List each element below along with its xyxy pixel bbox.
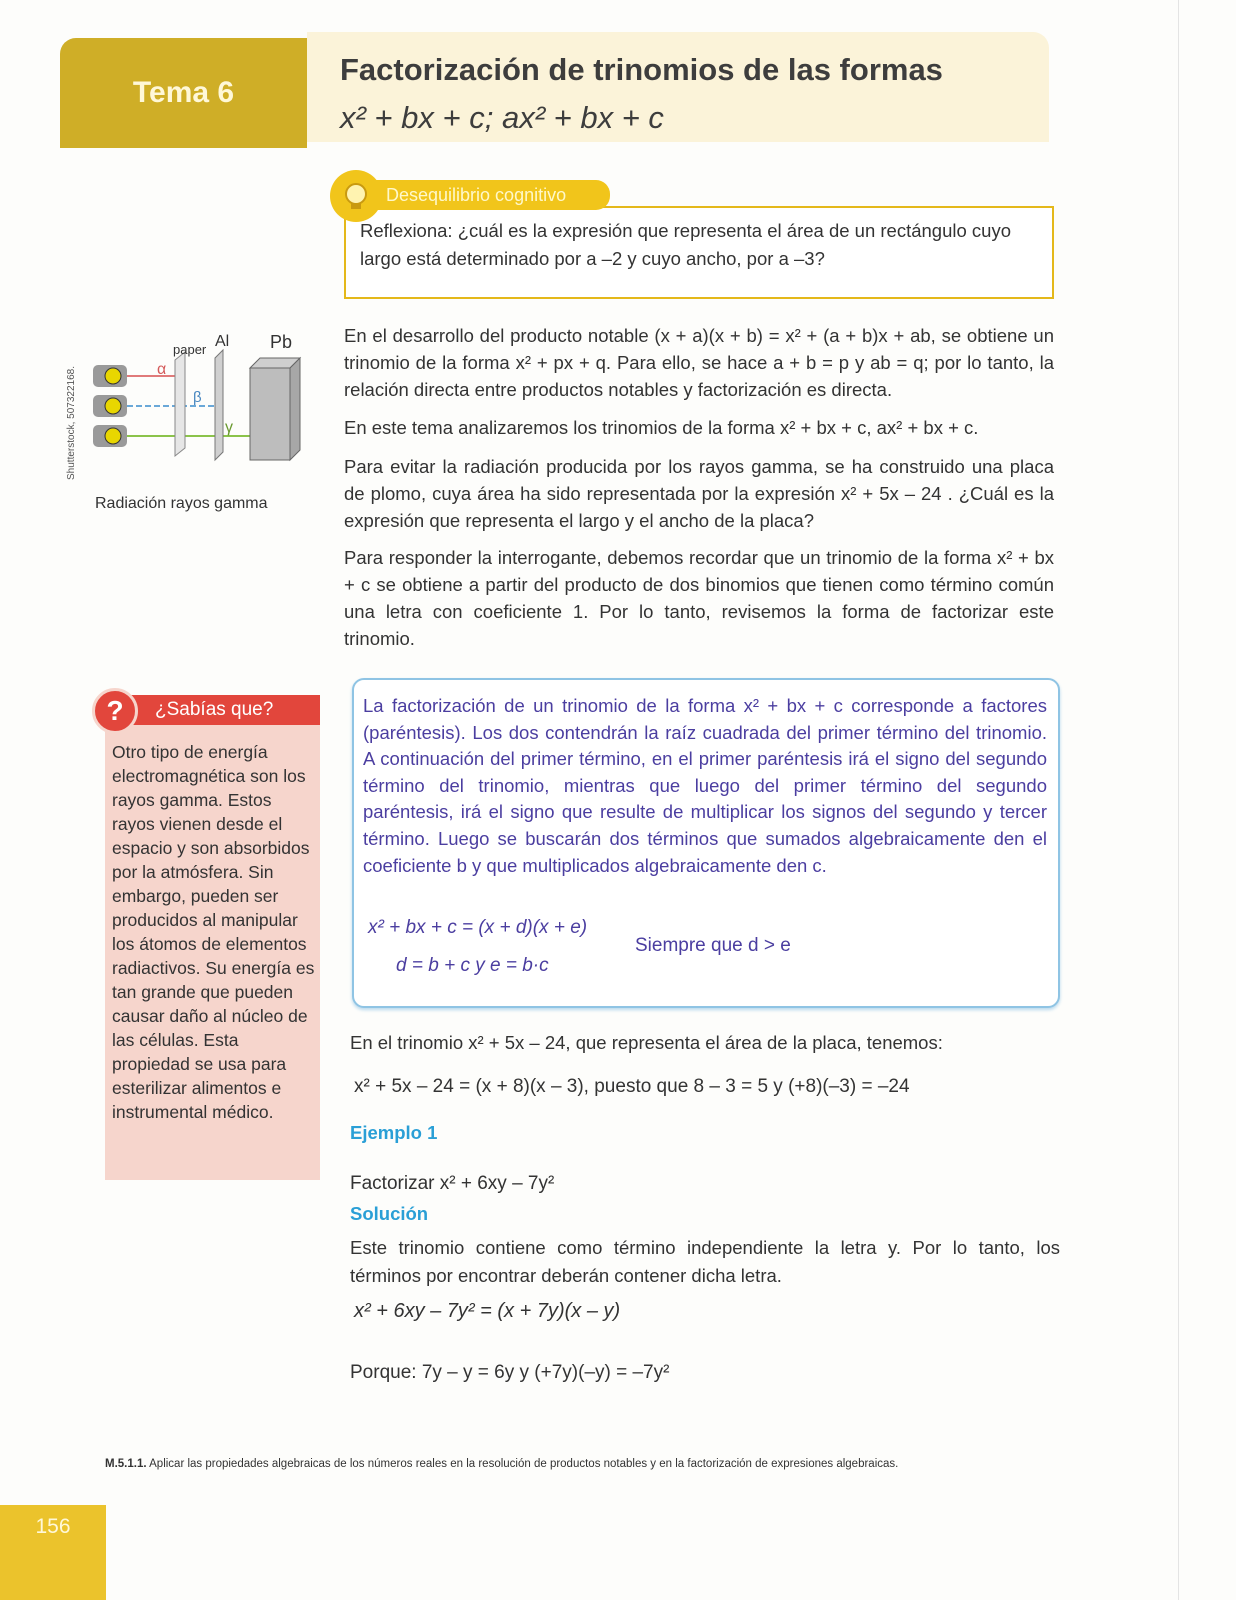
footer-skill-note — [105, 1458, 1005, 1470]
figure-label-al: Al — [215, 333, 230, 350]
desequilibrio-label: Desequilibrio cognitivo — [386, 184, 567, 205]
sabias-que-header — [110, 695, 320, 725]
sabias-que-text: Otro tipo de energía electromagnética son los rayos gamma. Estos rayos vienen desde el espacio y son absorbidos por la atmósfera. Sin embargo, pueden ser producidos al manipular los átomos de elementos radiactivos. Su energía es tan grande que pueden causar daño al núcleo de las células. Esta propiedad se usa para esterilizar alimentos e instrumental médico. — [112, 742, 315, 1122]
page-title: Factorización de trinomios de las formas — [340, 52, 943, 87]
page-title-formula: x² + bx + c; ax² + bx + c — [340, 100, 664, 135]
question-mark-icon: ? — [92, 688, 138, 734]
rule-text: La factorización de un trinomio de la forma x² + bx + c corresponde a factores (paréntesis). Los dos contendrán la raíz cuadrada del primer término del trinomio. A continuación del primer término, en el primer paréntesis irá el signo del segundo término del trinomio, mientras que luego del primer término del segundo paréntesis, irá el signo que resulte de multiplicar los signos del segundo y tercer término. Luego se buscarán dos términos que sumados algebraicamente den el coeficiente b y que multiplicados algebraicamente den c. — [363, 695, 1047, 876]
equation-placa: x² + 5x – 24 = (x + 8)(x – 3), puesto que 8 – 3 = 5 y (+8)(–3) = –24 — [354, 1076, 910, 1097]
sabias-que-label: ¿Sabías que? — [155, 699, 274, 720]
figure-label-alpha: α — [157, 361, 167, 378]
figure-caption: Radiación rayos gamma — [95, 495, 268, 512]
paragraph-tema-intro: En este tema analizaremos los trinomios de la forma x² + bx + c, ax² + bx + c. — [344, 417, 979, 438]
rule-formula-definitions: d = b + c y e = b·c — [396, 955, 549, 976]
figure-credit: Shutterstock, 507322168. — [66, 366, 77, 480]
figure-label-paper: paper — [173, 342, 207, 357]
equation-solucion: x² + 6xy – 7y² = (x + 7y)(x – y) — [354, 1300, 621, 1322]
ejemplo-text: Factorizar x² + 6xy – 7y² — [350, 1173, 555, 1194]
page-edge-rule — [1178, 0, 1179, 1600]
paragraph-responder: Para responder la interrogante, debemos recordar que un trinomio de la forma x² + bx + c se obtiene a partir del producto de dos binomios que tienen como término común una letra con coeficiente 1. Por lo tanto, revisemos la forma de factorizar este trinomio. — [344, 547, 1054, 649]
rule-condition: Siempre que d > e — [635, 935, 791, 956]
rule-formula: x² + bx + c = (x + d)(x + e) — [368, 917, 588, 938]
footer-skill-text: Aplicar las propiedades algebraicas de los números reales en la resolución de productos notables y en la factorización de expresiones algebraicas. — [146, 1458, 899, 1470]
paragraph-placa-plomo: Para evitar la radiación producida por los rayos gamma, se ha construido una placa de plomo, cuya área ha sido representada por la expresión x² + 5x – 24 . ¿Cuál es la expresión que representa el largo y el ancho de la placa? — [344, 456, 1054, 531]
solucion-heading: Solución — [350, 1203, 429, 1224]
lightbulb-icon — [330, 170, 382, 222]
radiation-figure — [75, 330, 310, 490]
footer-skill-code: M.5.1.1. — [105, 1458, 147, 1470]
figure-label-gamma: γ — [225, 419, 233, 436]
desequilibrio-text: Reflexiona: ¿cuál es la expresión que representa el área de un rectángulo cuyo largo está determinado por a –2 y cuyo ancho, por a –3? — [360, 220, 1011, 269]
figure-label-beta: β — [193, 389, 202, 406]
paragraph-trinomio-placa: En el trinomio x² + 5x – 24, que representa el área de la placa, tenemos: — [350, 1032, 943, 1053]
tema-label: Tema 6 — [132, 76, 235, 109]
paragraph-producto-notable: En el desarrollo del producto notable (x + a)(x + b) = x² + (a + b)x + ab, se obtiene un trinomio de la forma x² + px + q. Para ello, se hace a + b = p y ab = q; por lo tanto, la relación directa entre productos notables y factorización es directa. — [344, 325, 1054, 400]
figure-label-pb: Pb — [270, 332, 293, 352]
radiation-source-icon — [93, 365, 127, 447]
page-number: 156 — [35, 1515, 71, 1538]
ejemplo-heading: Ejemplo 1 — [350, 1122, 438, 1143]
equation-verificacion: Porque: 7y – y = 6y y (+7y)(–y) = –7y² — [350, 1362, 670, 1383]
desequilibrio-tag — [370, 180, 610, 210]
paragraph-solucion: Este trinomio contiene como término independiente la letra y. Por lo tanto, los términos por encontrar deberán contener dicha letra. — [350, 1237, 1060, 1286]
desequilibrio-box — [344, 206, 1054, 299]
